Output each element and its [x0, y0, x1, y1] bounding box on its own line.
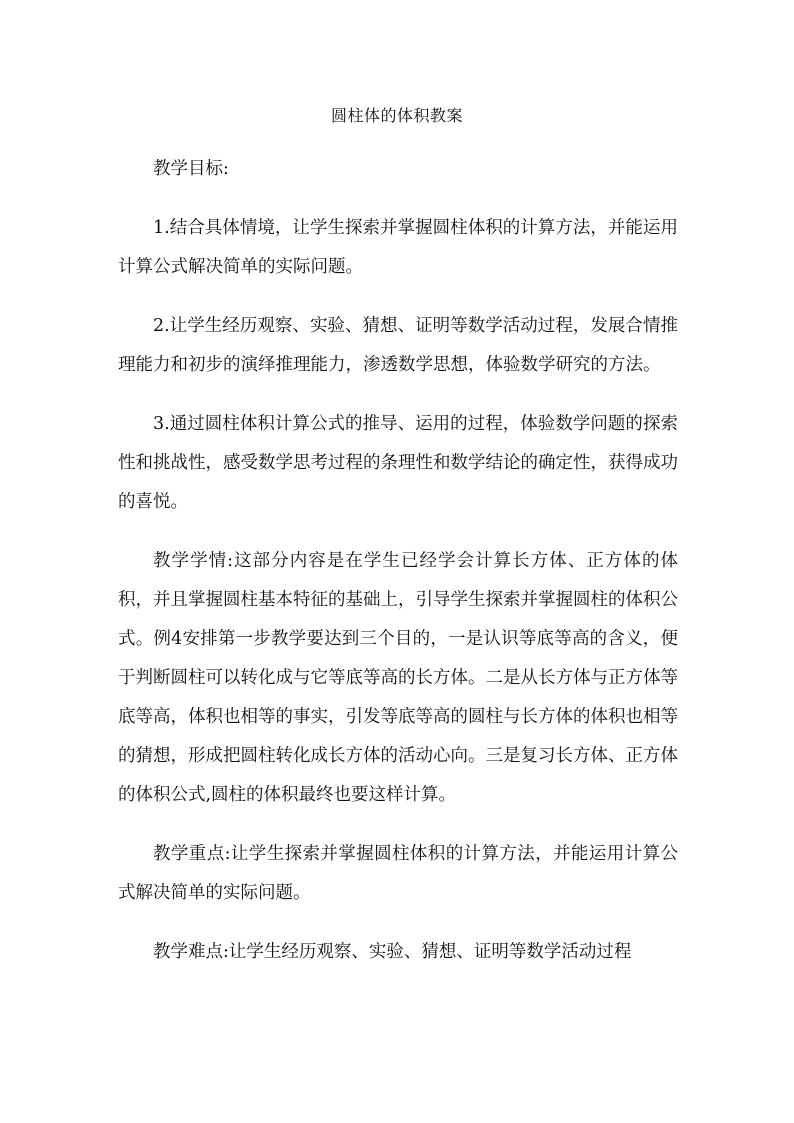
paragraph-goal-2: 2.让学生经历观察、实验、猜想、证明等数学活动过程，发展合情推理能力和初步的演绎推理能力，渗透数学思想，体验数学研究的方法。 — [118, 316, 678, 375]
paragraph-goal-3: 3.通过圆柱体积计算公式的推导、运用的过程，体验数学问题的探索性和挑战性，感受数学思考过程的条理性和数学结论的确定性，获得成功的喜悦。 — [118, 414, 678, 512]
paragraph-teaching-situation: 教学学情:这部分内容是在学生已经学会计算长方体、正方体的体积，并且掌握圆柱基本特征的基础上，引导学生探索并掌握圆柱的体积公式。例4安排第一步教学要达到三个目的，一是认识等底等高的含义，便于判断圆柱可以转化成与它等底等高的长方体。二是从长方体与正方体等底等高，体积也相等的事实，引发等底等高的圆柱与长方体的体积也相等的猜想，形成把圆柱转化成长方体的活动心向。三是复习长方体、正方体的体积公式,圆柱的体积最终也要这样计算。 — [118, 551, 678, 805]
document-body — [118, 150, 678, 992]
paragraph-teaching-goals-heading: 教学目标: — [153, 159, 229, 179]
paragraph-difficult-points: 教学难点:让学生经历观察、实验、猜想、证明等数学活动过程 — [153, 942, 632, 962]
document-title: 圆柱体的体积教案 — [330, 106, 463, 125]
paragraph-key-points: 教学重点:让学生探索并掌握圆柱体积的计算方法，并能运用计算公式解决简单的实际问题。 — [118, 844, 678, 903]
paragraph-goal-1: 1.结合具体情境，让学生探索并掌握圆柱体积的计算方法，并能运用计算公式解决简单的实际问题。 — [118, 218, 678, 277]
